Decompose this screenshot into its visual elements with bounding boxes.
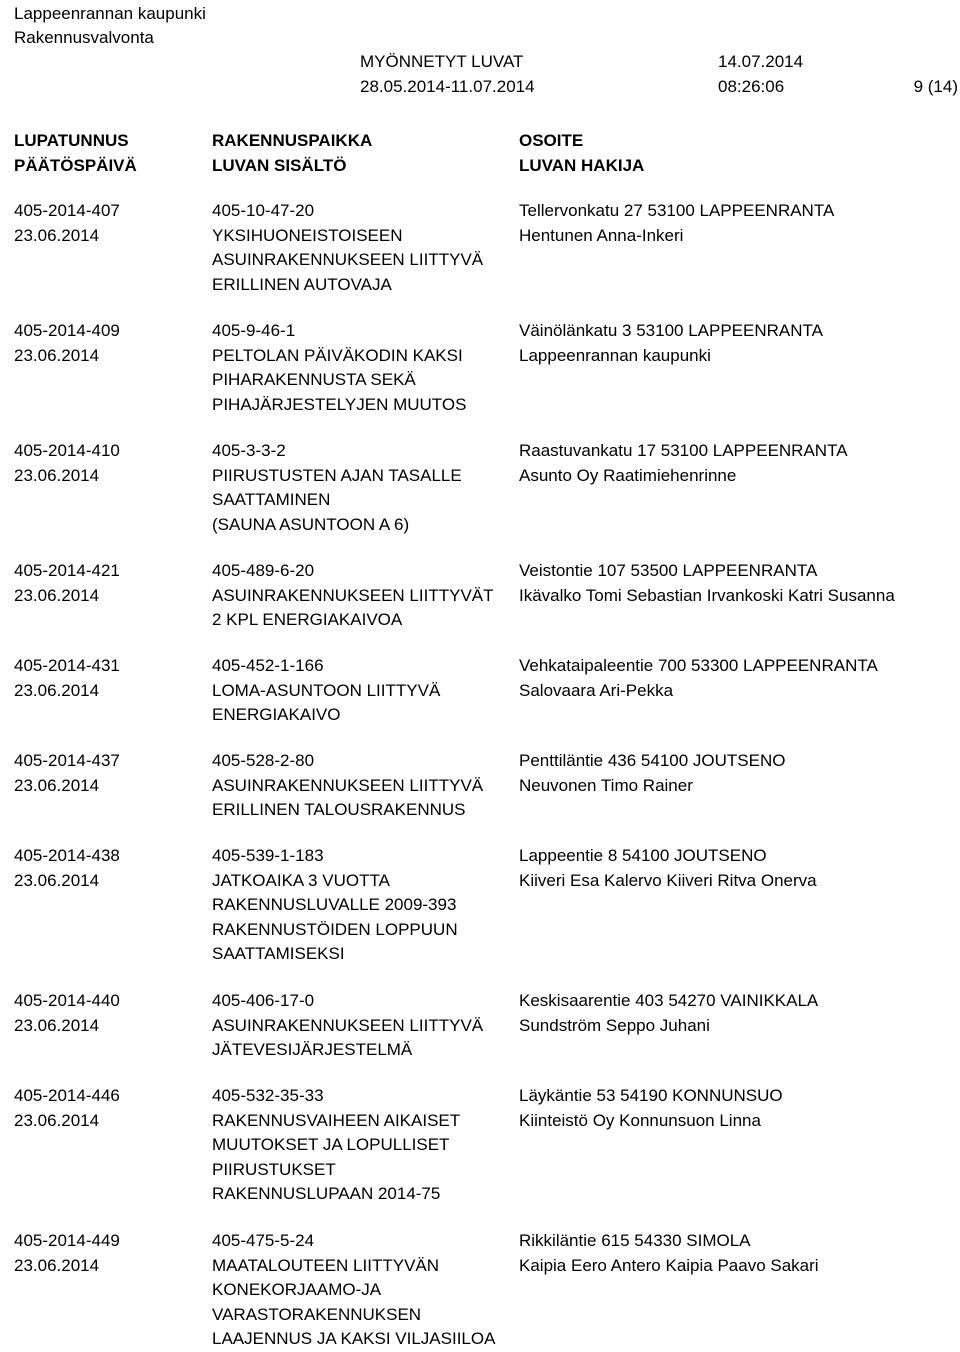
permit-content-line: PELTOLAN PÄIVÄKODIN KAKSI bbox=[212, 345, 463, 365]
building-site: 405-532-35-33 bbox=[212, 1086, 324, 1105]
permit-content-line: RAKENNUSLUPAAN 2014-75 bbox=[212, 1184, 441, 1203]
applicant: Kiinteistö Oy Konnunsuon Linna bbox=[519, 1110, 761, 1130]
permit-content-line: SAATTAMINEN bbox=[212, 490, 331, 509]
print-time: 08:26:06 bbox=[718, 77, 785, 96]
column-header-decision-date: PÄÄTÖSPÄIVÄ bbox=[14, 156, 137, 175]
permit-content-line: ASUINRAKENNUKSEEN LIITTYVÄ bbox=[212, 250, 484, 269]
column-header-permit-id: LUPATUNNUS bbox=[14, 131, 129, 150]
decision-date: 23.06.2014 bbox=[14, 1015, 100, 1035]
decision-date: 23.06.2014 bbox=[14, 345, 100, 365]
permit-content-line: (SAUNA ASUNTOON A 6) bbox=[212, 514, 410, 534]
decision-date: 23.06.2014 bbox=[14, 585, 100, 605]
print-date: 14.07.2014 bbox=[718, 52, 804, 71]
address: Läykäntie 53 54190 KONNUNSUO bbox=[519, 1086, 783, 1105]
column-header-site bbox=[212, 128, 372, 178]
department-name: Rakennusvalvonta bbox=[14, 28, 154, 47]
decision-date: 23.06.2014 bbox=[14, 1110, 100, 1130]
permit-id: 405-2014-407 bbox=[14, 201, 120, 220]
permit-content-line: MAATALOUTEEN LIITTYVÄN bbox=[212, 1255, 440, 1275]
permit-content-line: PIIRUSTUSTEN AJAN TASALLE bbox=[212, 465, 462, 485]
applicant: Salovaara Ari-Pekka bbox=[519, 680, 674, 700]
permit-content-line: KONEKORJAAMO-JA bbox=[212, 1280, 382, 1299]
building-site: 405-406-17-0 bbox=[212, 991, 315, 1010]
address: Rikkiläntie 615 54330 SIMOLA bbox=[519, 1231, 751, 1250]
address: Vehkataipaleentie 700 53300 LAPPEENRANTA bbox=[519, 656, 878, 675]
decision-date: 23.06.2014 bbox=[14, 465, 100, 485]
column-header-building-site: RAKENNUSPAIKKA bbox=[212, 131, 373, 150]
permit-content-line: LOMA-ASUNTOON LIITTYVÄ bbox=[212, 680, 441, 700]
permit-id: 405-2014-449 bbox=[14, 1231, 120, 1250]
permit-content-line: SAATTAMISEKSI bbox=[212, 944, 345, 963]
applicant: Hentunen Anna-Inkeri bbox=[519, 225, 684, 245]
applicant: Kaipia Eero Antero Kaipia Paavo Sakari bbox=[519, 1255, 819, 1275]
building-site: 405-3-3-2 bbox=[212, 441, 286, 460]
applicant: Lappeenrannan kaupunki bbox=[519, 345, 711, 365]
address: Penttiläntie 436 54100 JOUTSENO bbox=[519, 751, 786, 770]
column-header-permit bbox=[14, 128, 137, 178]
permit-content-line: ERILLINEN TALOUSRAKENNUS bbox=[212, 800, 466, 819]
permit-id: 405-2014-410 bbox=[14, 441, 120, 460]
permit-id: 405-2014-438 bbox=[14, 846, 120, 865]
building-site: 405-452-1-166 bbox=[212, 656, 324, 675]
report-title: MYÖNNETYT LUVAT bbox=[360, 52, 524, 71]
permit-content-line: YKSIHUONEISTOISEEN bbox=[212, 225, 403, 245]
address: Väinölänkatu 3 53100 LAPPEENRANTA bbox=[519, 321, 823, 340]
building-site: 405-539-1-183 bbox=[212, 846, 324, 865]
organization-name: Lappeenrannan kaupunki bbox=[14, 4, 206, 23]
permit-id: 405-2014-440 bbox=[14, 991, 120, 1010]
column-header-address-label: OSOITE bbox=[519, 131, 584, 150]
address: Lappeentie 8 54100 JOUTSENO bbox=[519, 846, 767, 865]
column-header-applicant: LUVAN HAKIJA bbox=[519, 156, 645, 175]
permit-content-line: ENERGIAKAIVO bbox=[212, 705, 341, 724]
address: Raastuvankatu 17 53100 LAPPEENRANTA bbox=[519, 441, 848, 460]
permit-content-line: LAAJENNUS JA KAKSI VILJASIILOA bbox=[212, 1329, 496, 1348]
permit-id: 405-2014-446 bbox=[14, 1086, 120, 1105]
report-period: 28.05.2014-11.07.2014 bbox=[360, 77, 535, 96]
permit-id: 405-2014-437 bbox=[14, 751, 120, 770]
applicant: Kiiveri Esa Kalervo Kiiveri Ritva Onerva bbox=[519, 870, 817, 890]
building-site: 405-475-5-24 bbox=[212, 1231, 315, 1250]
permit-id: 405-2014-409 bbox=[14, 321, 120, 340]
address: Veistontie 107 53500 LAPPEENRANTA bbox=[519, 561, 818, 580]
decision-date: 23.06.2014 bbox=[14, 680, 100, 700]
column-header-permit-content: LUVAN SISÄLTÖ bbox=[212, 156, 347, 175]
building-site: 405-9-46-1 bbox=[212, 321, 296, 340]
permit-content-line: JATKOAIKA 3 VUOTTA bbox=[212, 870, 390, 890]
permit-content-line: ASUINRAKENNUKSEEN LIITTYVÄT bbox=[212, 585, 494, 605]
permit-content-line: ASUINRAKENNUKSEEN LIITTYVÄ bbox=[212, 775, 484, 795]
permit-id: 405-2014-421 bbox=[14, 561, 120, 580]
building-site: 405-10-47-20 bbox=[212, 201, 315, 220]
address: Tellervonkatu 27 53100 LAPPEENRANTA bbox=[519, 201, 835, 220]
applicant: Neuvonen Timo Rainer bbox=[519, 775, 693, 795]
permit-content-line: PIIRUSTUKSET bbox=[212, 1159, 336, 1179]
column-header-address bbox=[519, 128, 644, 178]
decision-date: 23.06.2014 bbox=[14, 775, 100, 795]
permit-content-line: RAKENNUSTÖIDEN LOPPUUN bbox=[212, 919, 458, 939]
page-number: 9 (14) bbox=[913, 77, 958, 96]
permit-content-line: ERILLINEN AUTOVAJA bbox=[212, 274, 392, 294]
decision-date: 23.06.2014 bbox=[14, 1255, 100, 1275]
decision-date: 23.06.2014 bbox=[14, 225, 100, 245]
permit-content-line: MUUTOKSET JA LOPULLISET bbox=[212, 1135, 450, 1154]
permit-content-line: PIHAJÄRJESTELYJEN MUUTOS bbox=[212, 394, 467, 414]
permit-id: 405-2014-431 bbox=[14, 656, 120, 675]
permit-content-line: 2 KPL ENERGIAKAIVOA bbox=[212, 610, 403, 629]
permit-content-line: RAKENNUSLUVALLE 2009-393 bbox=[212, 895, 457, 914]
building-site: 405-528-2-80 bbox=[212, 751, 315, 770]
permit-content-line: ASUINRAKENNUKSEEN LIITTYVÄ bbox=[212, 1015, 484, 1035]
permit-content-line: RAKENNUSVAIHEEN AIKAISET bbox=[212, 1110, 461, 1130]
building-site: 405-489-6-20 bbox=[212, 561, 315, 580]
applicant: Ikävalko Tomi Sebastian Irvankoski Katri Susanna bbox=[519, 585, 895, 605]
decision-date: 23.06.2014 bbox=[14, 870, 100, 890]
address: Keskisaarentie 403 54270 VAINIKKALA bbox=[519, 991, 819, 1010]
applicant: Asunto Oy Raatimiehenrinne bbox=[519, 465, 737, 485]
permit-content-line: JÄTEVESIJÄRJESTELMÄ bbox=[212, 1040, 413, 1059]
applicant: Sundström Seppo Juhani bbox=[519, 1015, 710, 1035]
permit-content-line: VARASTORAKENNUKSEN bbox=[212, 1304, 422, 1324]
permit-content-line: PIHARAKENNUSTA SEKÄ bbox=[212, 370, 416, 389]
